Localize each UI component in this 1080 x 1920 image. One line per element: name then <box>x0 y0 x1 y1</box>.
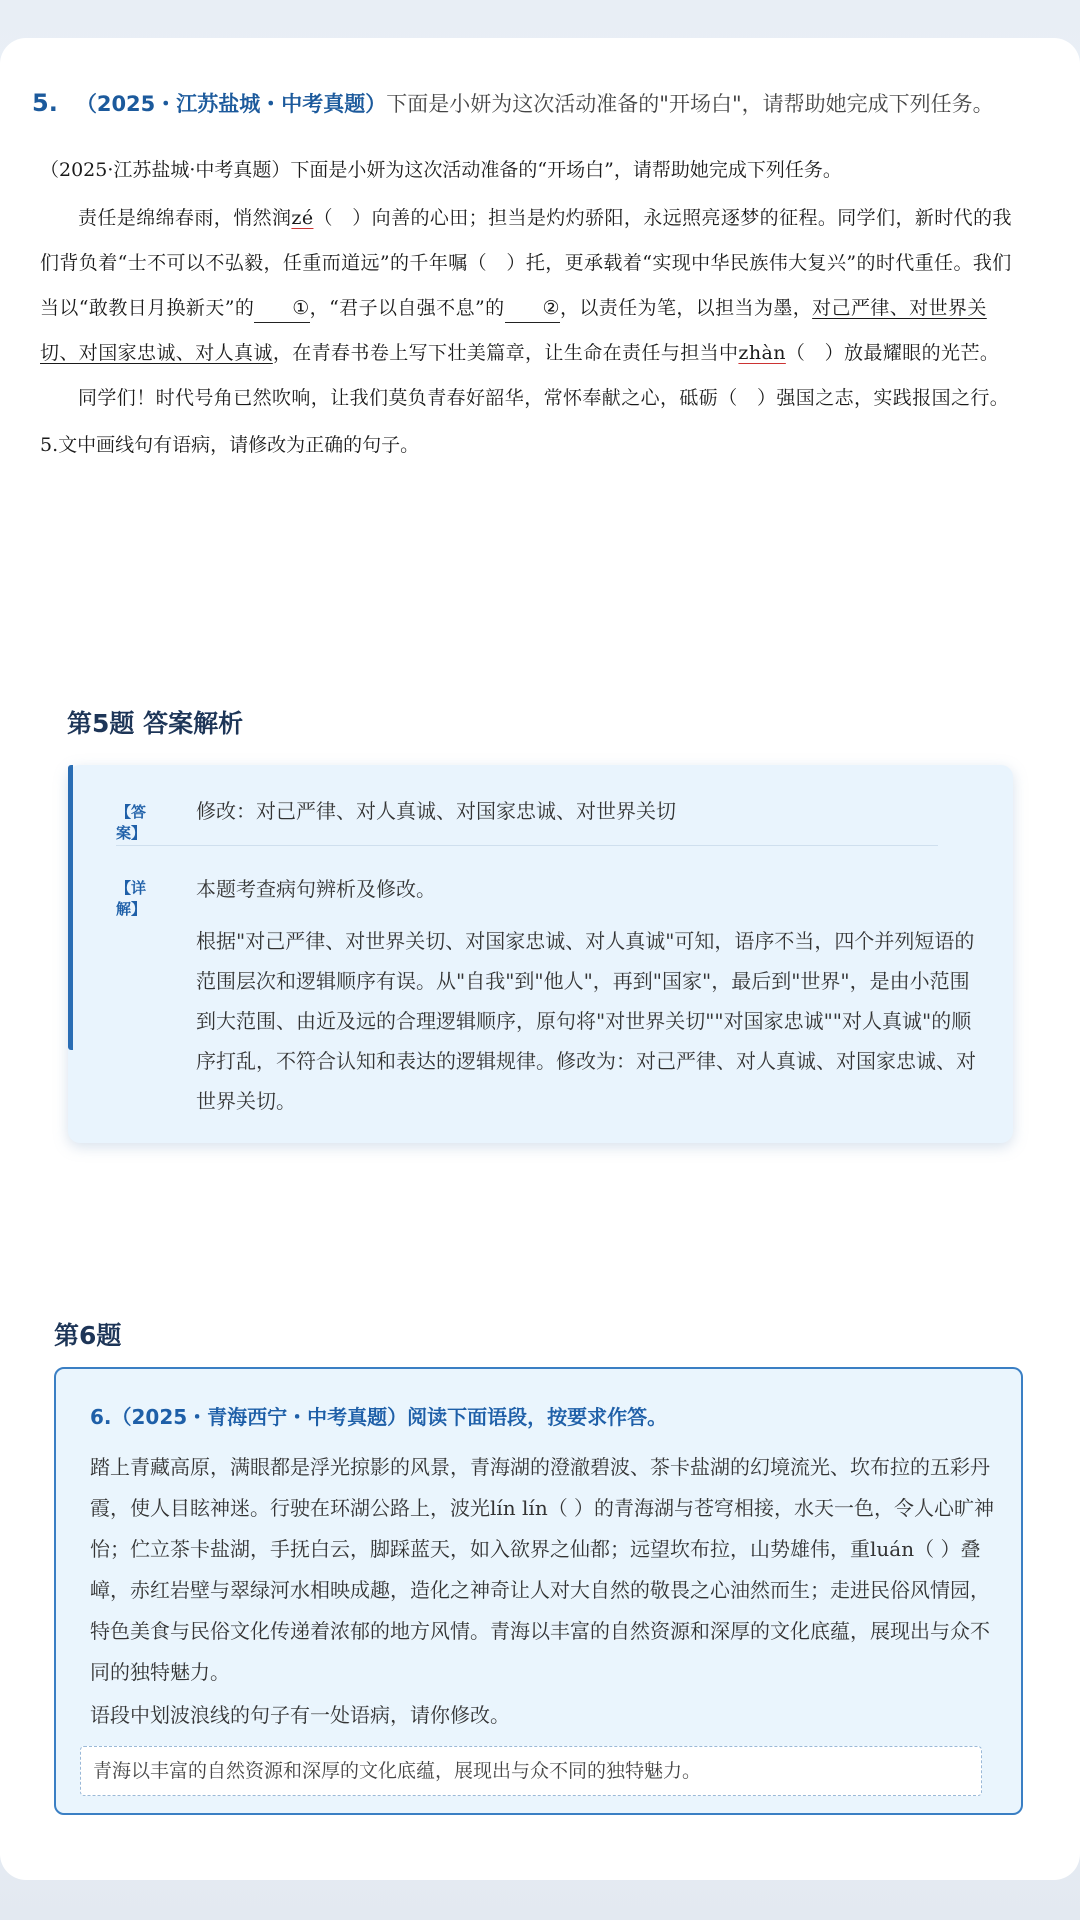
q5-paragraph-2: 同学们！时代号角已然吹响，让我们莫负青春好韶华，常怀奉献之心，砥砺（ ）强国之志，实践报国之行。 <box>78 387 1010 409</box>
blank-2: ② <box>505 294 560 323</box>
q5-number: 5. <box>32 89 58 117</box>
q5-original-scan <box>40 150 1015 465</box>
para1-text-6: （ ）放最耀眼的光芒。 <box>785 342 1000 364</box>
detail-text-2: 根据"对己严律、对世界关切、对国家忠诚、对人真诚"可知，语序不当，四个并列短语的范围层次和逻辑顺序有误。从"自我"到"他人"，再到"国家"，最后到"世界"，是由小范围到大范围、由近及远的合理逻辑顺序，原句将"对世界关切""对国家忠诚""对人真诚"的顺序打乱，不符合认知和表达的逻辑规律。修改为：对己严律、对人真诚、对国家忠诚、对世界关切。 <box>196 929 976 1113</box>
q5-prompt: 下面是小妍为这次活动准备的"开场白"，请帮助她完成下列任务。 <box>386 92 994 116</box>
detail-tag: 【详解】 <box>116 879 147 918</box>
answer5-title: 第5题 答案解析 <box>67 709 244 738</box>
q6-question: 语段中划波浪线的句子有一处语病，请你修改。 <box>90 1703 510 1727</box>
q5-question: 5.文中画线句有语病，请修改为正确的句子。 <box>40 434 420 456</box>
pinyin-ze: zé <box>291 207 314 229</box>
para1-text-5: ，在青春书卷上写下壮美篇章，让生命在责任与担当中 <box>272 342 739 364</box>
q6-panel <box>54 1367 1023 1815</box>
underlined-sentence: 对己严律、对世界关切、对国家忠诚、对人真诚 <box>40 297 987 364</box>
q5-original-intro: （2025·江苏盐城·中考真题）下面是小妍为这次活动准备的“开场白”，请帮助她完成下列任务。 <box>40 159 842 181</box>
divider <box>116 845 938 846</box>
q5-paragraph-1 <box>40 196 1015 376</box>
q6-section-title: 第6题 <box>54 1321 122 1350</box>
pinyin-zhan: zhàn <box>738 342 786 364</box>
q6-title: 6.（2025・青海西宁・中考真题）阅读下面语段，按要求作答。 <box>90 1405 668 1429</box>
q6-answer-field[interactable]: 青海以丰富的自然资源和深厚的文化底蕴，展现出与众不同的独特魅力。 <box>80 1746 982 1796</box>
q5-header <box>32 88 1072 119</box>
para1-text-2: （ ）向善的心田；担当是灼灼骄阳，永远照亮逐梦的征程。同学们，新时代的我们背负着“士不可以不弘毅，任重而道远”的千年嘱（ ）托，更承载着“实现中华民族伟大复兴”的时代重任。我们当以“敢教日月换新天”的 <box>40 207 1012 319</box>
q6-passage: 踏上青藏高原，满眼都是浮光掠影的风景，青海湖的澄澈碧波、茶卡盐湖的幻境流光、坎布拉的五彩丹霞，使人目眩神迷。行驶在环湖公路上，波光lín lín（ ）的青海湖与苍穹相接，水天一色，令人心旷神怡；伫立茶卡盐湖，手抚白云，脚踩蓝天，如入欲界之仙都；远望坎布拉，山势雄伟，重luán（ ）叠嶂，赤红岩壁与翠绿河水相映成趣，造化之神奇让人对大自然的敬畏之心油然而生；走进民俗风情园，特色美食与民俗文化传递着浓郁的地方风情。青海以丰富的自然资源和深厚的文化底蕴，展现出与众不同的独特魅力。 <box>90 1455 995 1684</box>
answer5-panel <box>68 765 1013 1143</box>
detail-text-1: 本题考查病句辨析及修改。 <box>196 877 436 901</box>
blank-1: ① <box>254 294 309 323</box>
para1-text-1: 责任是绵绵春雨，悄然润 <box>78 207 292 229</box>
para1-text-3: ，“君子以自强不息”的 <box>309 297 505 319</box>
accent-bar <box>68 765 73 1050</box>
answer-tag: 【答案】 <box>116 803 147 842</box>
q5-source: （2025・江苏盐城・中考真题） <box>75 92 387 116</box>
para1-text-4: ，以责任为笔，以担当为墨， <box>559 297 813 319</box>
answer-text: 修改：对己严律、对人真诚、对国家忠诚、对世界关切 <box>196 799 676 823</box>
